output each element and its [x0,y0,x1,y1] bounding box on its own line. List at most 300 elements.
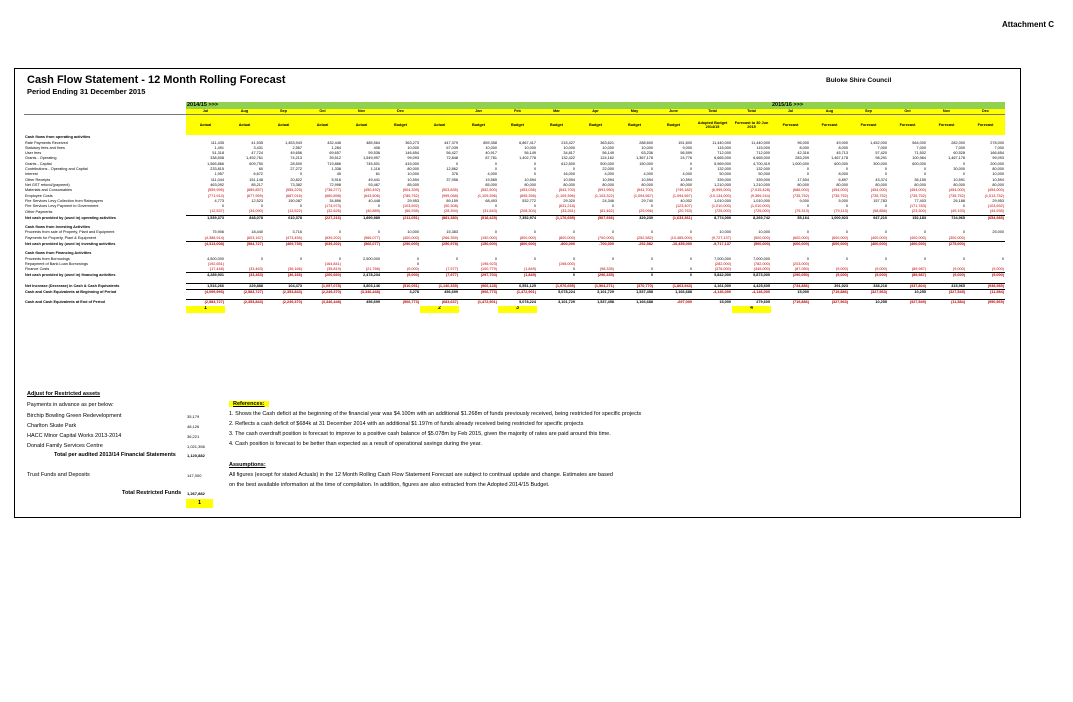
value-cell: 0 [806,204,809,209]
reference-badge [264,306,303,313]
value-cell: (34,090) [248,209,263,214]
value-cell: (33,261) [560,209,575,214]
value-cell: (541,700) [636,188,653,193]
reference-badge [303,306,342,313]
value-cell: 0 [923,256,926,261]
value-cell: 282,000 [951,140,965,145]
value-cell: 1,010,000 [753,198,770,203]
value-cell: (938,985) [966,283,1005,289]
type-header: Budget [459,115,498,136]
value-cell: (591,950) [597,188,614,193]
value-cell: 0 [494,230,497,235]
value-cell: 19,565 [485,177,497,182]
value-cell: (211,051) [381,215,420,221]
value-cell: (453,036) [519,188,536,193]
value-cell: (4,313,008) [186,241,225,247]
value-cell: 0 [884,230,887,235]
value-cell: (584,727) [225,241,264,247]
value-cell: (600,000) [831,235,848,240]
value-cell: 3,716 [292,230,302,235]
value-cell: 71,502 [914,151,926,156]
value-cell: 0 [884,167,887,172]
value-cell: (1,140,335) [420,283,459,289]
value-cell: (1,472,901) [498,290,537,296]
value-cell: 0 [845,167,848,172]
assumption-line: All figures (except for stated Actuals) in the 12 Month Rolling Cash Flow Statement Forecast are subject to continual update and change. Estimates are based [229,472,613,478]
value-cell: 10,000 [602,145,614,150]
value-cell: (566,077) [342,241,381,247]
value-cell: 0 [962,172,965,177]
value-cell: 80,000 [914,182,926,187]
year-cell [342,102,381,109]
value-cell: (600,000) [771,241,810,247]
reference-badge: 3 [498,306,537,313]
value-cell: 724,965 [927,215,966,221]
value-cell: (7,977) [445,267,458,272]
value-cell: (7,977) [420,273,459,279]
value-cell: 0 [494,204,497,209]
value-cell: 56,149 [524,151,536,156]
value-cell: 1,537,458 [576,300,615,306]
value-cell: (639,202) [303,241,342,247]
value-cell: 2,567 [292,145,302,150]
value-cell: 59,536 [368,151,380,156]
value-cell: 61 [375,172,380,177]
value-cell: (327,963) [849,290,888,296]
value-cell: 1,166,688 [615,300,654,306]
value-cell: 300,000 [873,161,887,166]
value-cell: 1,539,373 [186,215,225,221]
value-cell: 49,000 [836,140,848,145]
value-cell: 40,917 [485,151,497,156]
value-cell: (370,770) [615,283,654,289]
value-cell: (454,000) [948,188,965,193]
value-cell: 0 [260,256,263,261]
value-cell: 8,000 [838,145,848,150]
value-cell: 391,923 [810,283,849,289]
value-cell: 6,672 [253,172,263,177]
value-cell: 0 [611,230,614,235]
value-cell: 34,817 [563,151,575,156]
value-cell: (4,099,993) [186,290,225,296]
value-cell: (506,773) [459,290,498,296]
value-cell: 75,906 [212,230,224,235]
value-cell: (198,000) [558,261,575,266]
value-cell: (782,000) [753,261,770,266]
value-cell: 50,000 [758,172,770,177]
reference-badge [615,306,654,313]
value-cell: 0 [615,273,654,279]
value-cell: (36,166) [264,273,303,279]
blank-cell [24,102,186,109]
value-cell: 69,657 [329,151,341,156]
value-cell: (100,779) [480,267,497,272]
value-cell: (785,752) [402,193,419,198]
row-label: Proceeds from Borrowings [25,256,70,261]
audited-amount: 1,120,882 [187,453,205,458]
value-cell: 8,774,000 [693,215,732,221]
year-cell: 2014/15 >>> [186,102,225,109]
value-cell: (79,113) [834,209,848,214]
value-cell: 63,236 [641,151,653,156]
value-cell: 9,000 [799,198,809,203]
value-cell: 0 [845,230,848,235]
value-cell: (555,225) [285,188,302,193]
value-cell: (2,583,727) [186,300,225,306]
value-cell: 0 [299,204,302,209]
value-cell: 27,272 [290,167,302,172]
value-cell: (40,889) [365,209,380,214]
type-header: Adopted Budget 2014/15 [693,115,732,136]
value-cell: (17,448) [209,267,224,272]
value-cell: (518,425) [459,215,498,221]
year-cell [303,102,342,109]
value-cell: 7,352,974 [498,215,537,221]
row-label: Cash flows from Investing Activities [25,225,91,230]
value-cell: (749,182) [675,188,692,193]
restricted-item-name: Birchip Bowling Green Redevelopment [27,413,122,419]
value-cell: (735,752) [870,193,887,198]
value-cell: 132,000 [717,167,731,172]
value-cell: 0 [689,267,692,272]
value-cell: 283,209 [795,156,809,161]
value-cell: 151,148 [249,177,263,182]
value-cell: (881,380) [420,215,459,221]
value-cell: 10,594 [992,177,1004,182]
month-header: Sep [849,109,888,115]
value-cell: 0 [533,172,536,177]
value-cell: 0 [537,273,576,279]
month-header: Mar [537,109,576,115]
value-cell: (32,626) [326,209,341,214]
reference-badge [225,306,264,313]
value-cell: 85,000 [485,182,497,187]
value-cell: 456,699 [420,290,459,296]
value-cell: 10,255 [888,290,927,296]
value-cell: 104,473 [264,283,303,289]
reference-badge [927,306,966,313]
reference-badge: 1 [186,306,225,313]
value-cell: 56,149 [602,151,614,156]
value-cell: 6,867,417 [519,140,536,145]
assumption-line: on the best available information at the time of compilation. In addition, figures are also extracted from the Adopted 2014/15 Budget. [229,482,550,488]
value-cell: 7,000,000 [753,256,770,261]
value-cell: 0 [650,256,653,261]
value-cell: 0 [260,204,263,209]
row-label: Interest [25,172,38,177]
value-cell: (7,015,428) [750,188,770,193]
value-cell: 0 [299,172,302,177]
value-cell: 485,564 [366,140,380,145]
value-cell: (327,963) [810,300,849,306]
reference-item: 3. The cash overdraft position is forecast to improve to a positive cash balance of $5.078m by Feb 2015, given the majority of rates are paid around this time. [229,431,611,437]
value-cell: 279,605 [732,300,771,306]
value-cell: 68,493 [485,198,497,203]
value-cell: (2,249,370) [264,300,303,306]
value-cell: 0 [338,256,341,261]
value-cell: (631,218) [558,204,575,209]
value-cell: 609,750 [249,161,263,166]
council-name: Buloke Shire Council [826,77,892,84]
value-cell: 77,403 [914,198,926,203]
value-cell: 11,440,000 [751,140,770,145]
value-cell: (337,804) [888,283,927,289]
year-cell [849,102,888,109]
value-cell: 1,467,178 [831,156,848,161]
value-cell: (1,109,396) [477,193,497,198]
row-label: Other Payments [25,209,53,214]
value-cell: 0 [845,256,848,261]
value-cell: (950,569) [966,300,1005,306]
value-cell: 0 [962,256,965,261]
value-cell: (9,000) [927,273,966,279]
value-cell: (1,849) [523,267,536,272]
type-header: Actual [342,115,381,136]
value-cell: 146,654 [405,151,419,156]
value-cell: (9,000) [835,267,848,272]
year-cell [966,102,1005,109]
value-cell: 0 [299,256,302,261]
value-cell: 0 [455,256,458,261]
value-cell: (2,249,370) [303,290,342,296]
value-cell: (89,987) [888,273,927,279]
value-cell: (603,167) [246,235,263,240]
row-label: User fees [25,151,42,156]
value-cell: (1,094,567) [672,193,692,198]
value-cell: (9,000) [874,267,887,272]
value-cell: (9,000) [991,267,1004,272]
value-cell: 0 [533,256,536,261]
value-cell: 15,000 [771,290,810,296]
value-cell: 848,078 [225,215,264,221]
value-cell: 4,000 [682,172,692,177]
value-cell: 4,773 [214,198,224,203]
value-cell: (200,660) [303,273,342,279]
value-cell: 4,700,419 [753,161,770,166]
value-cell: (171,783) [909,204,926,209]
value-cell: 67,039 [446,145,458,150]
value-cell: 233,815 [210,167,224,172]
value-cell: (3,346,448) [303,300,342,306]
value-cell: 29,953 [992,198,1004,203]
restricted-item-amount: 48,126 [187,424,200,429]
value-cell: 610,378 [264,215,303,221]
value-cell: 1,284 [331,145,341,150]
value-cell: (9,000) [952,267,965,272]
value-cell: 1,402,778 [519,156,536,161]
value-cell: 132,000 [756,167,770,172]
value-cell: (35,819) [326,267,341,272]
value-cell: 89,159 [446,198,458,203]
value-cell: 80,000 [875,182,887,187]
value-cell: (400,000) [870,235,887,240]
value-cell: 4,000 [604,172,614,177]
value-cell: 600,000 [912,161,926,166]
value-cell: 288,600 [639,140,653,145]
year-cell [576,102,615,109]
value-cell: 1,367,178 [636,156,653,161]
value-cell: 4,000 [487,172,497,177]
reference-item: 4. Cash position is forecast to be better than expected as a result of operational savings during the year. [229,441,482,447]
value-cell: 29,320 [563,198,575,203]
value-cell: 1,491 [214,145,224,150]
reference-badge [966,306,1005,313]
value-cell: 1,957 [214,172,224,177]
value-cell: (33,463) [225,273,264,279]
value-cell: 4,500,000 [207,256,224,261]
value-cell: 532,772 [522,198,536,203]
value-cell: 80,000 [797,182,809,187]
references-heading: References: [229,401,269,407]
value-cell: 37,956 [446,177,458,182]
month-header: June [654,109,693,115]
value-cell: 85,217 [251,182,263,187]
value-cell: 100,964 [912,156,926,161]
restricted-item-amount: 35,179 [187,414,200,419]
reference-badge [576,306,615,313]
value-cell: 1,166,688 [654,290,693,296]
value-cell: 0 [689,230,692,235]
value-cell: 4,289,901 [186,273,225,279]
advance-label: Payments in advance as per below: [27,402,114,408]
value-cell: (282,000) [714,261,731,266]
value-cell: (345,000) [753,267,770,272]
year-cell [381,102,420,109]
value-cell: 0 [416,261,419,266]
value-cell: 4,000 [643,172,653,177]
value-cell: 0 [650,167,653,172]
value-cell: 1,516,266 [186,283,225,289]
value-cell: 0 [494,256,497,261]
value-cell: (800,000) [498,241,537,247]
value-cell: 18,440 [251,230,263,235]
value-cell: -700,000 [576,241,615,247]
value-cell: 10,594 [680,177,692,182]
value-cell: (1,103,322) [594,193,614,198]
year-cell [537,102,576,109]
value-cell: 10,594 [602,177,614,182]
value-cell: 5,842,000 [693,273,732,279]
cash-flow-table [24,102,1005,313]
value-cell: (736,277) [324,188,341,193]
reference-item: 2. Reflects a cash deficit of $684k at 31 December 2014 with an additional $1.197m of funds already received being restricted for specific projects [229,421,584,427]
value-cell: 1,210,000 [714,182,731,187]
value-cell: (735,752) [909,193,926,198]
value-cell: 0 [923,230,926,235]
value-cell: 278,000 [990,140,1004,145]
month-header: Jan [459,109,498,115]
value-cell: (9,369,244) [750,193,770,198]
value-cell: (9,727,137) [711,235,731,240]
value-cell: (290,050) [771,273,810,279]
value-cell: (500,000) [753,235,770,240]
value-cell: 0 [1001,256,1004,261]
value-cell: 1,890,989 [342,215,381,221]
type-header: Budget [537,115,576,136]
value-cell: (3,346,448) [342,290,381,296]
value-cell: 338,218 [849,283,888,289]
year-cell [732,102,771,109]
value-cell: (300,000) [948,235,965,240]
value-cell: 29,953 [407,198,419,203]
value-cell: (29,096) [638,209,653,214]
value-cell: (2,353,843) [264,290,303,296]
value-cell: (103,592) [987,204,1004,209]
value-cell: 7,000 [877,145,887,150]
year-cell [810,102,849,109]
value-cell: 5,000 [838,198,848,203]
value-cell: (49,193) [950,209,965,214]
value-cell: (227,216) [303,215,342,221]
value-cell: 719,866 [327,161,341,166]
year-cell [654,102,693,109]
value-cell: (1,176,695) [537,215,576,221]
value-cell: (506,773) [381,300,420,306]
month-header: Total [693,109,732,115]
reference-badge [693,306,732,313]
month-header: Jul [186,109,225,115]
value-cell: 10,591 [953,177,965,182]
value-cell: 51,318 [212,151,224,156]
row-label: Contributions - Operating and Capital [25,167,88,172]
type-header: Budget [654,115,693,136]
value-cell: 80,000 [953,182,965,187]
value-cell: 1,549,997 [363,156,380,161]
value-cell: (10,465,000) [670,235,692,240]
value-cell: 859,358 [483,140,497,145]
value-cell: 45,713 [836,151,848,156]
value-cell: 564,000 [912,140,926,145]
value-cell: 5,916 [331,177,341,182]
total-restricted-label: Total Restricted Funds [122,490,182,496]
value-cell: 60 [258,167,263,172]
month-header: Nov [342,109,381,115]
value-cell: 10,000 [407,145,419,150]
report-title: Cash Flow Statement - 12 Month Rolling Forecast [27,74,286,86]
value-cell: 99,093 [407,156,419,161]
value-cell: 43,374 [875,177,887,182]
value-cell: 157,783 [873,198,887,203]
value-cell: (12,537) [209,209,224,214]
value-cell: (469,739) [264,241,303,247]
value-cell: 80,000 [836,182,848,187]
value-cell: (123,407) [675,204,692,209]
reference-badge [654,306,693,313]
value-cell: (725,000) [714,209,731,214]
value-cell: 9,000 [682,145,692,150]
year-cell [225,102,264,109]
value-cell: 0 [923,172,926,177]
value-cell: 7,000 [916,145,926,150]
period-label: Period Ending 31 December 2015 [27,87,146,96]
value-cell: (966,128) [459,283,498,289]
value-cell: 338,508 [210,156,224,161]
value-cell: 315,965 [927,283,966,289]
attachment-label: Attachment C [1002,20,1055,29]
value-cell: 73,382 [290,182,302,187]
value-cell: 85,000 [407,182,419,187]
value-cell: (660,898) [324,193,341,198]
reference-badge [888,306,927,313]
value-cell: 363,273 [405,140,419,145]
value-cell: -252,582 [615,241,654,247]
value-cell: 415,000 [405,161,419,166]
row-label: Cash and Cash Equivalents at End of Period [25,300,105,305]
value-cell: 11,440,000 [712,140,731,145]
value-cell: (400,000) [888,241,927,247]
month-header: Nov [927,109,966,115]
trust-amount: 147,000 [187,473,202,478]
